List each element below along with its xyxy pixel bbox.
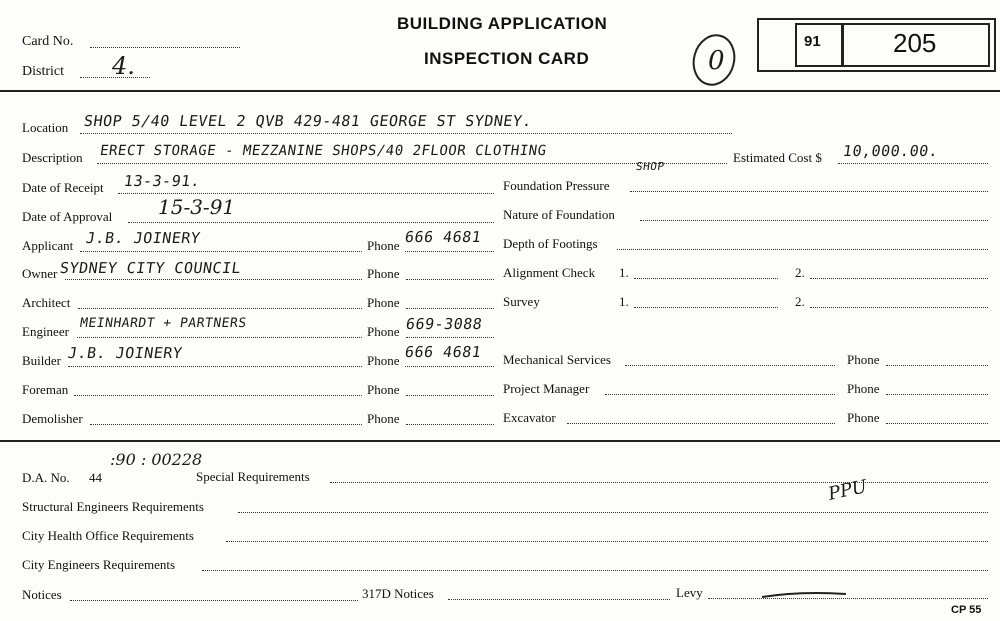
applicant-value: J.B. JOINERY bbox=[84, 229, 202, 247]
da-prefix: 44 bbox=[89, 470, 102, 485]
nature-foundation-field[interactable] bbox=[640, 220, 988, 221]
title-line1: BUILDING APPLICATION bbox=[397, 14, 608, 33]
excavator-phone-label: Phone bbox=[847, 410, 880, 425]
location-value: SHOP 5/40 LEVEL 2 QVB 429-481 GEORGE ST SYDNEY. bbox=[82, 112, 534, 130]
date-approval-label: Date of Approval bbox=[22, 209, 113, 224]
structural-label: Structural Engineers Requirements bbox=[22, 499, 204, 514]
structural-field[interactable] bbox=[238, 512, 988, 513]
special-label: Special Requirements bbox=[196, 469, 310, 484]
foundation-pressure-label: Foundation Pressure bbox=[503, 178, 610, 193]
architect-phone-field[interactable] bbox=[406, 308, 494, 309]
mechanical-label: Mechanical Services bbox=[503, 352, 611, 367]
survey-label: Survey bbox=[503, 294, 540, 309]
survey-2-field[interactable] bbox=[810, 307, 988, 308]
description-value: ERECT STORAGE - MEZZANINE SHOPS/40 2FLOOR CLOTHING bbox=[98, 143, 548, 159]
builder-value: J.B. JOINERY bbox=[66, 344, 184, 362]
owner-field[interactable] bbox=[65, 279, 362, 280]
box-small-value: 91 bbox=[804, 33, 821, 50]
builder-phone-value: 666 4681 bbox=[403, 343, 483, 361]
owner-phone-label: Phone bbox=[367, 266, 400, 281]
header-divider bbox=[0, 90, 1000, 92]
project-manager-phone-label: Phone bbox=[847, 381, 880, 396]
engineer-label: Engineer bbox=[22, 324, 69, 339]
notices-317d-label: 317D Notices bbox=[362, 586, 434, 601]
foreman-phone-field[interactable] bbox=[406, 395, 494, 396]
date-approval-value: 15-3-91 bbox=[158, 195, 236, 219]
owner-label: Owner bbox=[22, 266, 58, 281]
notices-field[interactable] bbox=[70, 600, 358, 601]
engineer-phone-field[interactable] bbox=[406, 337, 494, 338]
levy-dash-mark-icon bbox=[760, 588, 850, 602]
date-receipt-value: 13-3-91. bbox=[122, 172, 202, 190]
applicant-phone-value: 666 4681 bbox=[403, 228, 483, 246]
foreman-phone-label: Phone bbox=[367, 382, 400, 397]
engineer-field[interactable] bbox=[77, 337, 362, 338]
alignment-label: Alignment Check bbox=[503, 265, 596, 280]
builder-label: Builder bbox=[22, 353, 61, 368]
city-engineers-label: City Engineers Requirements bbox=[22, 557, 176, 572]
district-label: District bbox=[22, 64, 64, 79]
survey-1-label: 1. bbox=[619, 294, 629, 309]
demolisher-field[interactable] bbox=[90, 424, 362, 425]
estimated-cost-label: Estimated Cost $ bbox=[733, 150, 822, 165]
excavator-field[interactable] bbox=[567, 423, 835, 424]
structural-mark: PPU bbox=[826, 476, 869, 505]
engineer-phone-label: Phone bbox=[367, 324, 400, 339]
survey-2-label: 2. bbox=[795, 294, 805, 309]
date-approval-field[interactable] bbox=[128, 222, 494, 223]
survey-1-field[interactable] bbox=[634, 307, 778, 308]
depth-footings-field[interactable] bbox=[617, 249, 988, 250]
card-no-label: Card No. bbox=[22, 34, 74, 49]
foreman-field[interactable] bbox=[74, 395, 362, 396]
owner-value: SYDNEY CITY COUNCIL bbox=[58, 259, 243, 277]
project-manager-phone-field[interactable] bbox=[886, 394, 988, 395]
engineer-value: MEINHARDT + PARTNERS bbox=[78, 316, 248, 331]
project-manager-field[interactable] bbox=[605, 394, 835, 395]
estimated-cost-field[interactable] bbox=[838, 163, 988, 164]
applicant-label: Applicant bbox=[22, 238, 74, 253]
alignment-1-label: 1. bbox=[619, 265, 629, 280]
box-large-value: 205 bbox=[893, 28, 937, 58]
architect-field[interactable] bbox=[78, 308, 362, 309]
alignment-1-field[interactable] bbox=[634, 278, 778, 279]
levy-label: Levy bbox=[676, 585, 703, 600]
mechanical-field[interactable] bbox=[625, 365, 835, 366]
estimated-cost-value: 10,000.00. bbox=[841, 142, 940, 160]
alignment-2-label: 2. bbox=[795, 265, 805, 280]
nature-foundation-label: Nature of Foundation bbox=[503, 207, 615, 222]
applicant-phone-field[interactable] bbox=[405, 251, 494, 252]
card-ref: CP 55 bbox=[951, 604, 982, 616]
mechanical-phone-label: Phone bbox=[847, 352, 880, 367]
special-field[interactable] bbox=[330, 482, 988, 483]
architect-label: Architect bbox=[22, 295, 71, 310]
applicant-phone-label: Phone bbox=[367, 238, 400, 253]
da-value: :90 : 00228 bbox=[110, 450, 203, 469]
health-field[interactable] bbox=[226, 541, 988, 542]
project-manager-label: Project Manager bbox=[503, 381, 590, 396]
city-engineers-field[interactable] bbox=[202, 570, 988, 571]
builder-phone-label: Phone bbox=[367, 353, 400, 368]
card-no-field[interactable] bbox=[90, 47, 240, 48]
notices-label: Notices bbox=[22, 587, 62, 602]
da-label: D.A. No. bbox=[22, 470, 70, 485]
description-value-2: SHOP bbox=[635, 160, 666, 173]
date-receipt-field[interactable] bbox=[118, 193, 494, 194]
mechanical-phone-field[interactable] bbox=[886, 365, 988, 366]
builder-phone-field[interactable] bbox=[405, 366, 494, 367]
engineer-phone-value: 669-3088 bbox=[404, 315, 484, 333]
title-line2: INSPECTION CARD bbox=[424, 49, 590, 68]
owner-phone-field[interactable] bbox=[406, 279, 494, 280]
location-field[interactable] bbox=[80, 133, 732, 134]
applicant-field[interactable] bbox=[80, 251, 362, 252]
health-label: City Health Office Requirements bbox=[22, 528, 194, 543]
alignment-2-field[interactable] bbox=[810, 278, 988, 279]
notices-317d-field[interactable] bbox=[448, 599, 670, 600]
demolisher-label: Demolisher bbox=[22, 411, 83, 426]
architect-phone-label: Phone bbox=[367, 295, 400, 310]
excavator-phone-field[interactable] bbox=[886, 423, 988, 424]
section-divider bbox=[0, 440, 1000, 442]
foundation-pressure-field[interactable] bbox=[630, 191, 988, 192]
description-field[interactable] bbox=[97, 163, 727, 164]
district-value: 4. bbox=[112, 52, 135, 80]
foreman-label: Foreman bbox=[22, 382, 69, 397]
excavator-label: Excavator bbox=[503, 410, 556, 425]
builder-field[interactable] bbox=[68, 366, 362, 367]
location-label: Location bbox=[22, 120, 69, 135]
circle-mark-value: 0 bbox=[708, 46, 725, 76]
depth-footings-label: Depth of Footings bbox=[503, 236, 598, 251]
demolisher-phone-label: Phone bbox=[367, 411, 400, 426]
date-receipt-label: Date of Receipt bbox=[22, 180, 104, 195]
demolisher-phone-field[interactable] bbox=[406, 424, 494, 425]
description-label: Description bbox=[22, 150, 83, 165]
